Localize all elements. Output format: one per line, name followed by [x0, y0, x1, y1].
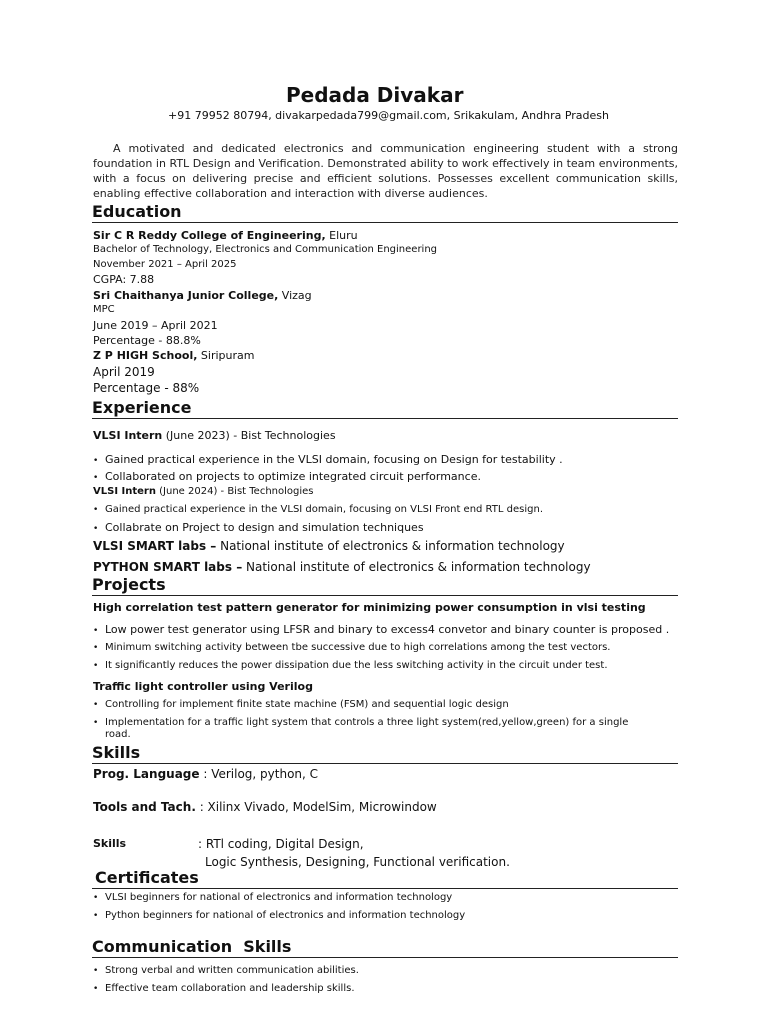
list-item: • It significantly reduces the power dissipation due the less switching activity in the circuit under test. [93, 660, 608, 671]
role-title: VLSI Intern [93, 486, 156, 497]
experience-intern-2 [93, 487, 314, 497]
list-item: • Gained practical experience in the VLSI domain, focusing on Design for testability . [93, 453, 563, 466]
list-item: • Controlling for implement finite state machine (FSM) and sequential logic design [93, 699, 509, 710]
bullet-icon: • [93, 643, 99, 653]
lab-name: VLSI SMART labs – [93, 539, 217, 553]
skill-label: Tools and Tach. [93, 800, 196, 814]
college-degree: Bachelor of Technology, Electronics and Communication Engineering [93, 244, 438, 255]
bullet-icon: • [93, 718, 99, 728]
experience-intern-1 [93, 430, 336, 441]
list-item: • Minimum switching activity between tbe successive due to high correlations among the test vectors. [93, 642, 611, 653]
school-name: Z P HIGH School, [93, 349, 198, 362]
skill-value: Logic Synthesis, Designing, Functional verification. [205, 855, 510, 869]
education-college-1 [93, 230, 358, 241]
skill-value: : Xilinx Vivado, ModelSim, Microwindow [195, 800, 437, 814]
bullet-icon: • [93, 456, 99, 466]
contact-line: +91 79952 80794, divakarpedada799@gmail.com, Srikakulam, Andhra Pradesh [168, 109, 609, 122]
list-item-continuation: road. [105, 729, 131, 740]
section-heading-experience: Experience [92, 398, 192, 417]
skill-row-language [93, 768, 318, 780]
list-item: • Gained practical experience in the VLSI domain, focusing on VLSI Front end RTL design. [93, 504, 543, 515]
school-dates: April 2019 [93, 365, 155, 379]
list-item: • Low power test generator using LFSR and binary to excess4 convetor and binary counter is proposed . [93, 623, 670, 636]
skill-value: : RTl coding, Digital Design, [198, 837, 364, 851]
section-heading-projects: Projects [92, 575, 166, 594]
list-item: • VLSI beginners for national of electronics and information technology [93, 892, 453, 903]
section-divider [92, 595, 678, 596]
bullet-icon: • [93, 911, 99, 921]
bullet-icon: • [93, 700, 99, 710]
skill-label: Prog. Language [93, 767, 200, 781]
skill-label: Skills [93, 837, 127, 850]
bullet-icon: • [93, 473, 99, 483]
section-divider [92, 888, 678, 889]
resume-name: Pedada Divakar [286, 83, 464, 107]
experience-lab-1 [93, 540, 565, 552]
college-name: Sri Chaithanya Junior College, [93, 289, 279, 302]
college-place: Eluru [325, 229, 358, 242]
college-name: Sir C R Reddy College of Engineering, [93, 229, 326, 242]
school-place: Siripuram [197, 349, 255, 362]
college-score: CGPA: 7.88 [93, 273, 155, 286]
lab-details: National institute of electronics & information technology [242, 560, 591, 574]
list-item: • Python beginners for national of electronics and information technology [93, 910, 466, 921]
college-degree: MPC [93, 304, 115, 315]
lab-details: National institute of electronics & information technology [216, 539, 565, 553]
role-details: (June 2024) - Bist Technologies [155, 486, 314, 497]
skill-row-tools [93, 801, 437, 813]
college-dates: November 2021 – April 2025 [93, 259, 237, 270]
section-heading-education: Education [92, 202, 182, 221]
bullet-icon: • [93, 524, 99, 534]
skill-value: : Verilog, python, C [199, 767, 319, 781]
bullet-icon: • [93, 893, 99, 903]
section-heading-communication: Communication Skills [92, 937, 292, 956]
lab-name: PYTHON SMART labs – [93, 560, 243, 574]
role-details: (June 2023) - Bist Technologies [162, 429, 336, 442]
education-school [93, 350, 254, 361]
section-divider [92, 222, 678, 223]
list-item: • Effective team collaboration and leadership skills. [93, 983, 355, 994]
college-place: Vizag [278, 289, 312, 302]
bullet-icon: • [93, 661, 99, 671]
school-score: Percentage - 88% [93, 381, 200, 395]
bullet-icon: • [93, 505, 99, 515]
project-title: High correlation test pattern generator for minimizing power consumption in vlsi testing [93, 601, 646, 614]
role-title: VLSI Intern [93, 429, 163, 442]
list-item: • Collabrate on Project to design and simulation techniques [93, 521, 424, 534]
experience-lab-2 [93, 561, 591, 573]
bullet-icon: • [93, 626, 99, 636]
college-score: Percentage - 88.8% [93, 334, 201, 347]
project-title: Traffic light controller using Verilog [93, 680, 313, 693]
section-heading-skills: Skills [92, 743, 141, 762]
college-dates: June 2019 – April 2021 [93, 319, 218, 332]
section-divider [92, 418, 678, 419]
education-college-2 [93, 290, 312, 301]
section-divider [92, 763, 678, 764]
list-item: • Implementation for a traffic light system that controls a three light system(red,yellow,green) for a single [93, 717, 629, 728]
list-item: • Strong verbal and written communication abilities. [93, 965, 359, 976]
summary-paragraph: A motivated and dedicated electronics and communication engineering student with a strong foundation in RTL Design and Verification. Demonstrated ability to work effectively in team environments, with a focus on delivering precise and efficient solutions. Possesses excellent communication skills, enabling effective collaboration and interaction with diverse audiences. [93, 142, 678, 200]
list-item: • Collaborated on projects to optimize integrated circuit performance. [93, 470, 481, 483]
bullet-icon: • [93, 966, 99, 976]
section-divider [92, 957, 678, 958]
bullet-icon: • [93, 984, 99, 994]
section-heading-certificates: Certificates [95, 868, 199, 887]
